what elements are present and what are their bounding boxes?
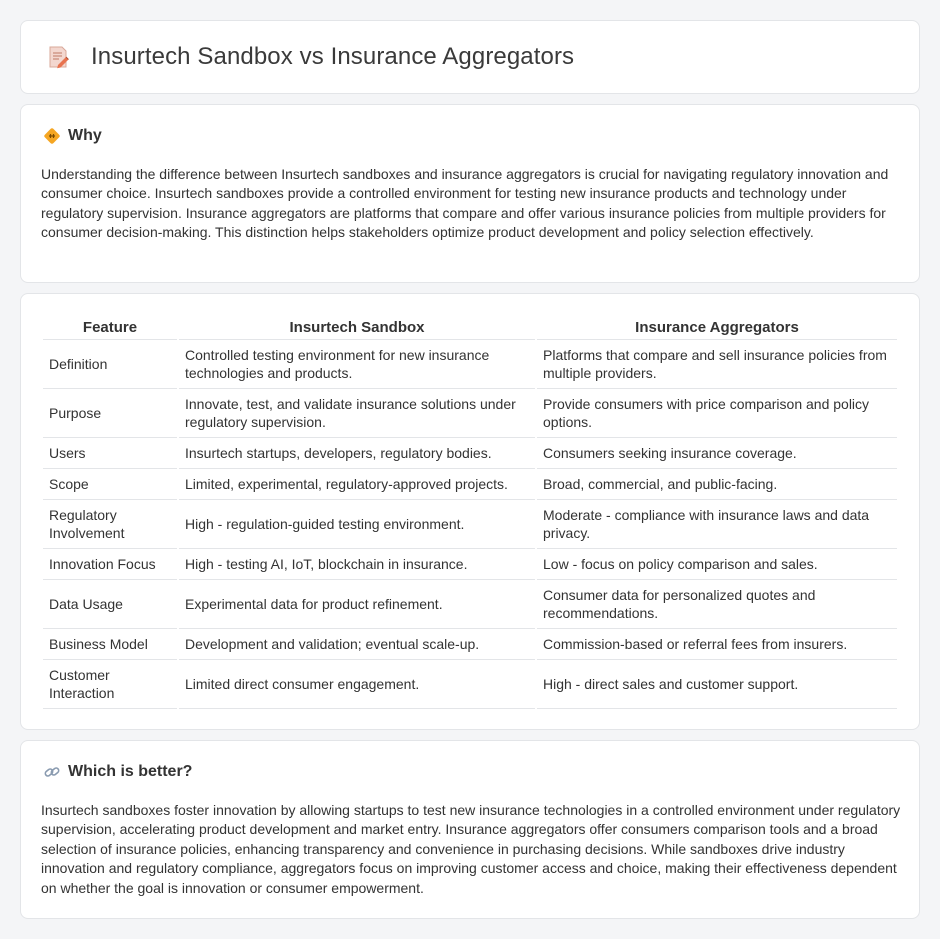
- aggregator-cell: Broad, commercial, and public-facing.: [537, 469, 897, 500]
- sandbox-cell: Limited direct consumer engagement.: [179, 660, 535, 709]
- table-header-row: [43, 316, 897, 340]
- why-title: Why: [68, 127, 102, 144]
- document-edit-icon: [45, 44, 71, 70]
- table-row: [43, 438, 897, 469]
- better-title: Which is better?: [68, 763, 193, 780]
- diamond-signal-icon: [43, 127, 61, 145]
- header-aggregators: Insurance Aggregators: [537, 316, 897, 340]
- aggregator-cell: High - direct sales and customer support.: [537, 660, 897, 709]
- feature-cell: Purpose: [43, 389, 177, 438]
- table-row: [43, 469, 897, 500]
- title-card: [20, 20, 920, 94]
- link-icon: [43, 763, 61, 781]
- why-header: [43, 127, 102, 145]
- feature-cell: Definition: [43, 340, 177, 389]
- aggregator-cell: Moderate - compliance with insurance laws and data privacy.: [537, 500, 897, 549]
- feature-cell: Data Usage: [43, 580, 177, 629]
- sandbox-cell: Innovate, test, and validate insurance solutions under regulatory supervision.: [179, 389, 535, 438]
- table-row: [43, 580, 897, 629]
- feature-cell: Customer Interaction: [43, 660, 177, 709]
- aggregator-cell: Low - focus on policy comparison and sales.: [537, 549, 897, 580]
- aggregator-cell: Consumer data for personalized quotes and recommendations.: [537, 580, 897, 629]
- feature-cell: Users: [43, 438, 177, 469]
- sandbox-cell: Limited, experimental, regulatory-approved projects.: [179, 469, 535, 500]
- table-row: [43, 549, 897, 580]
- sandbox-cell: Experimental data for product refinement.: [179, 580, 535, 629]
- aggregator-cell: Consumers seeking insurance coverage.: [537, 438, 897, 469]
- aggregator-cell: Commission-based or referral fees from insurers.: [537, 629, 897, 660]
- better-body: Insurtech sandboxes foster innovation by allowing startups to test new insurance technologies in a controlled environment under regulatory supervision, accelerating product development and market entry. Insurance aggregators offer consumers comparison tools and a broad selection of insurance policies, enhancing transparency and convenience in purchasing decisions. While sandboxes drive industry innovation and regulatory compliance, aggregators focus on improving customer access and choice, making their effectiveness dependent on whether the goal is innovation or consumer empowerment.: [41, 802, 901, 896]
- why-section: [20, 104, 920, 283]
- sandbox-cell: Development and validation; eventual scale-up.: [179, 629, 535, 660]
- table-row: [43, 389, 897, 438]
- sandbox-cell: High - testing AI, IoT, blockchain in insurance.: [179, 549, 535, 580]
- page-title: Insurtech Sandbox vs Insurance Aggregators: [91, 43, 575, 70]
- feature-cell: Innovation Focus: [43, 549, 177, 580]
- title-row: [45, 43, 574, 71]
- aggregator-cell: Provide consumers with price comparison and policy options.: [537, 389, 897, 438]
- comparison-table: [41, 316, 899, 709]
- table-row: [43, 629, 897, 660]
- header-sandbox: Insurtech Sandbox: [179, 316, 535, 340]
- sandbox-cell: Controlled testing environment for new insurance technologies and products.: [179, 340, 535, 389]
- aggregator-cell: Platforms that compare and sell insurance policies from multiple providers.: [537, 340, 897, 389]
- feature-cell: Scope: [43, 469, 177, 500]
- feature-cell: Regulatory Involvement: [43, 500, 177, 549]
- table-row: [43, 660, 897, 709]
- sandbox-cell: High - regulation-guided testing environment.: [179, 500, 535, 549]
- sandbox-cell: Insurtech startups, developers, regulatory bodies.: [179, 438, 535, 469]
- why-body: Understanding the difference between Insurtech sandboxes and insurance aggregators is crucial for navigating regulatory innovation and consumer choice. Insurtech sandboxes provide a controlled environment for testing new insurance products and technology under regulatory supervision. Insurance aggregators are platforms that compare and offer various insurance policies from multiple providers for consumer decision-making. This distinction helps stakeholders optimize product development and policy selection effectively.: [41, 166, 889, 241]
- feature-cell: Business Model: [43, 629, 177, 660]
- table-row: [43, 340, 897, 389]
- which-better-section: [20, 740, 920, 919]
- header-feature: Feature: [43, 316, 177, 340]
- comparison-section: [20, 293, 920, 730]
- better-header: [43, 763, 192, 781]
- table-row: [43, 500, 897, 549]
